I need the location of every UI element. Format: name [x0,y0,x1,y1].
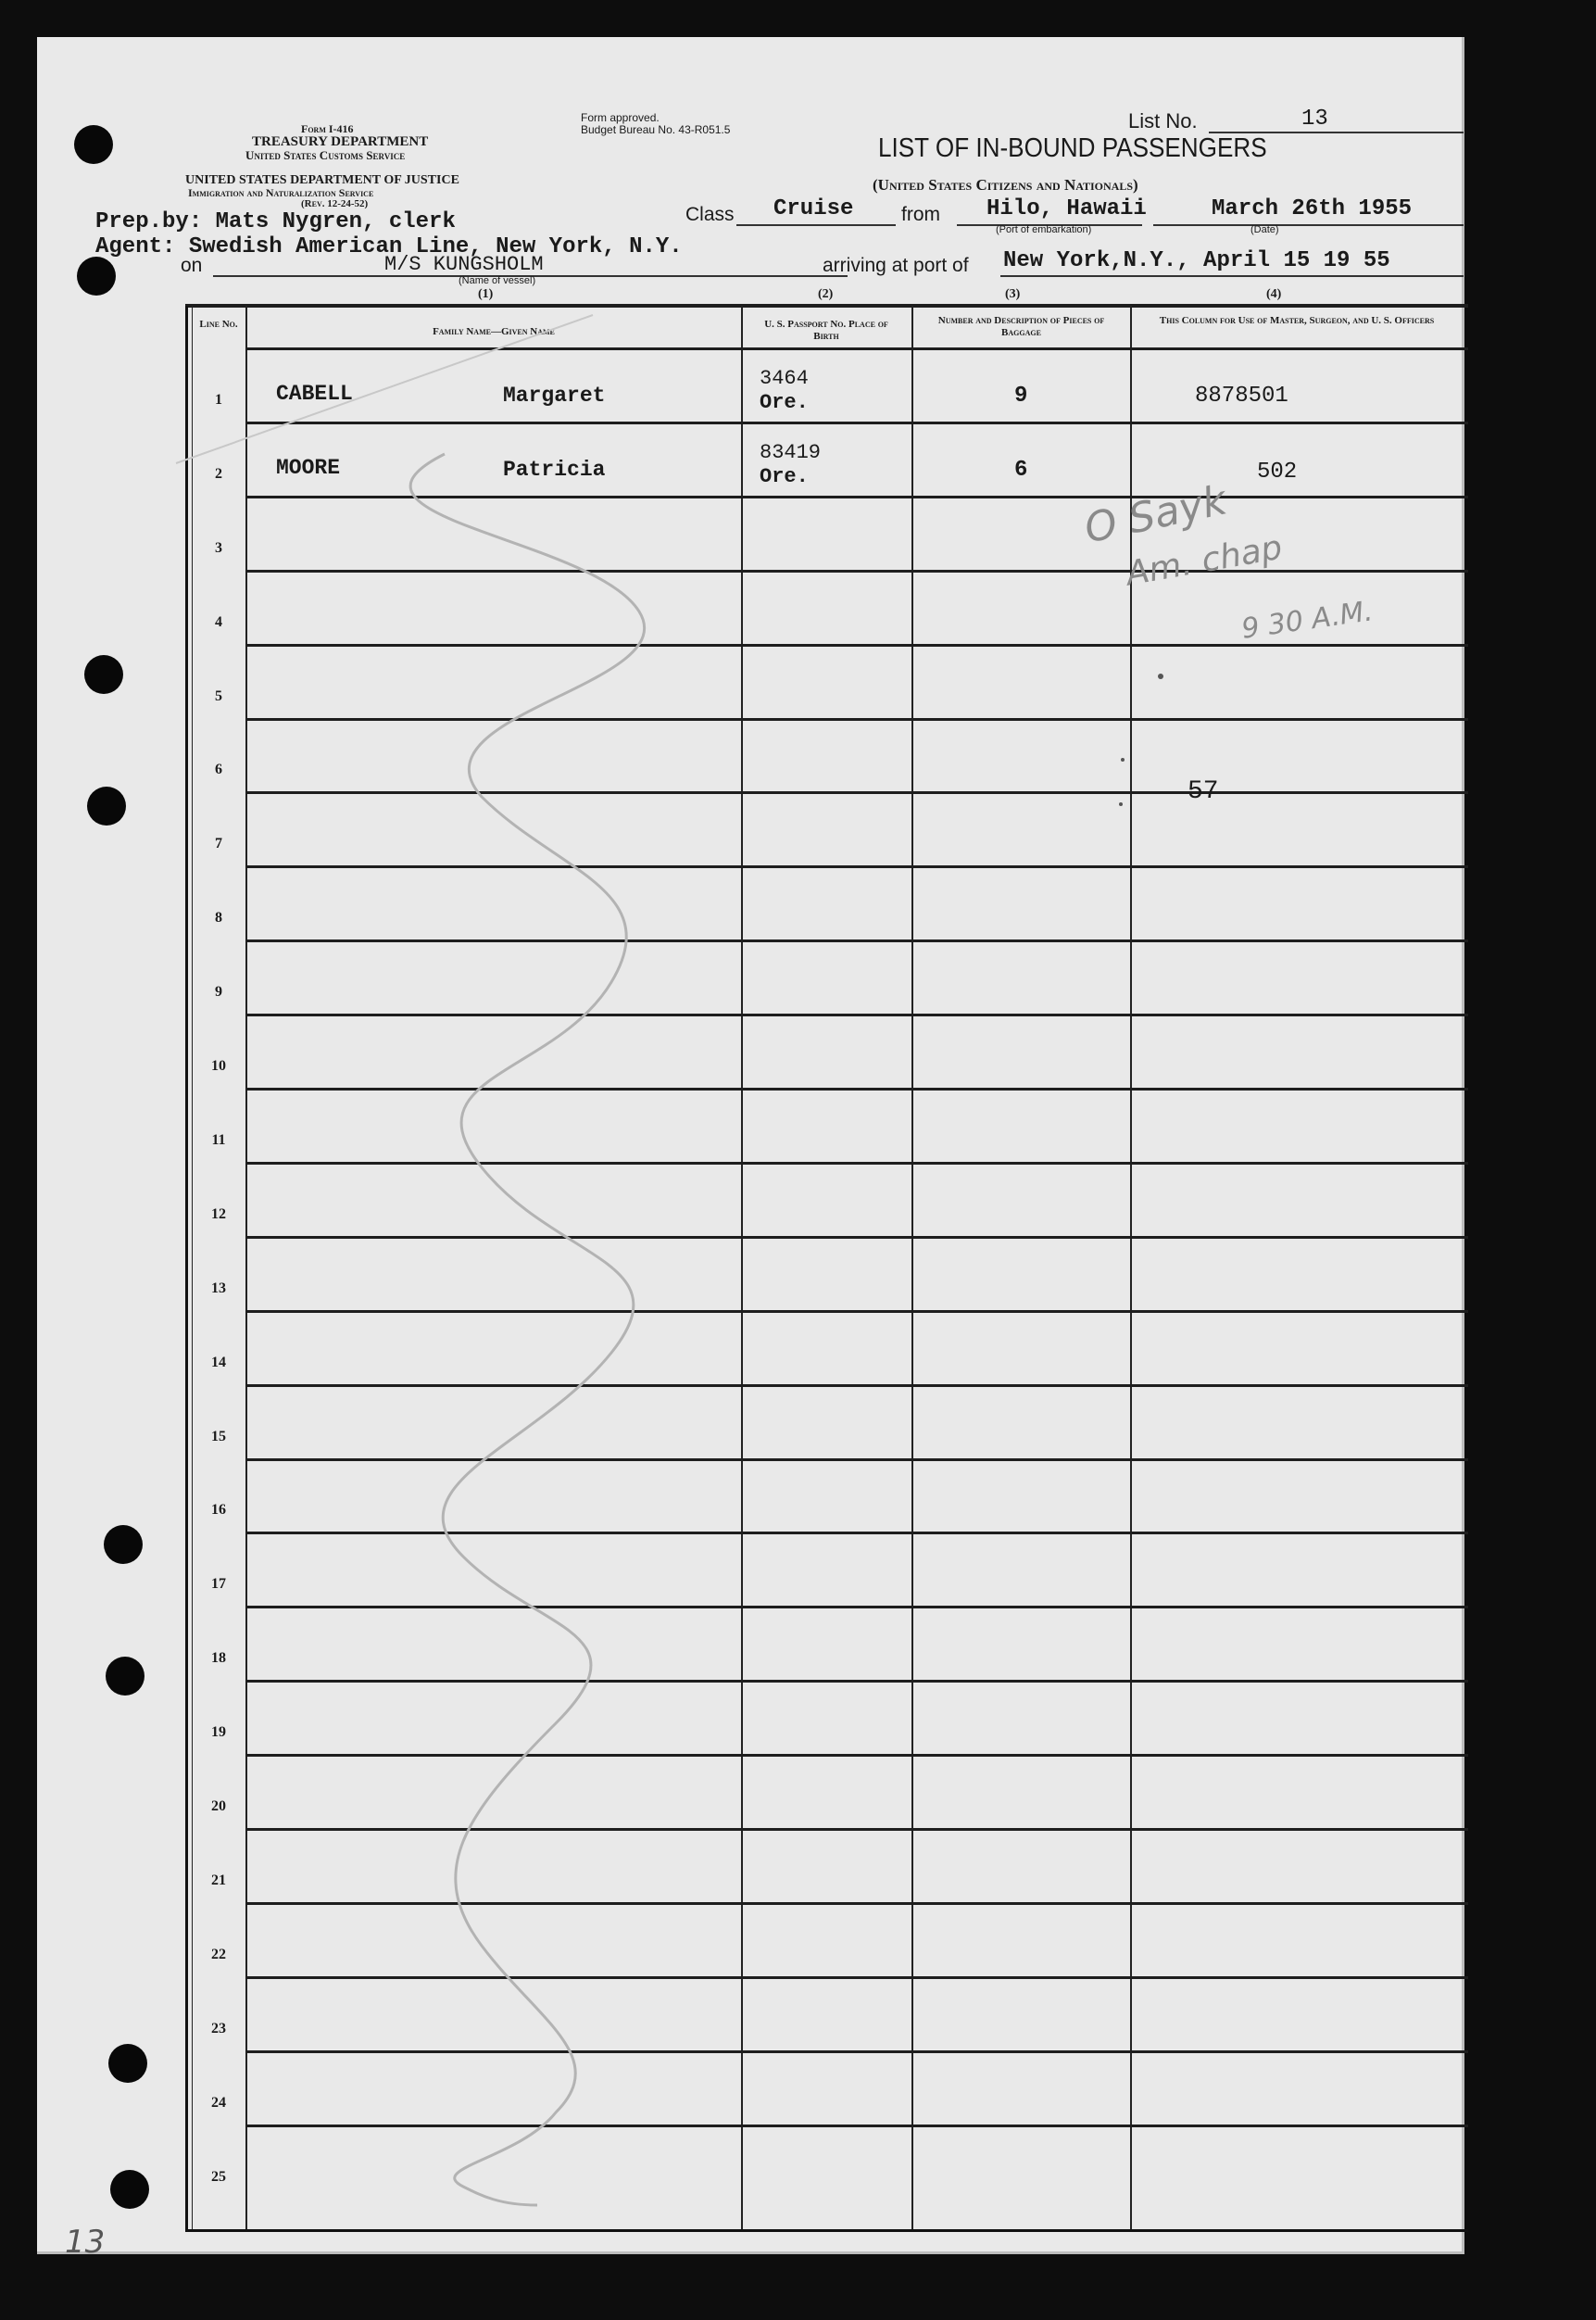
line-number: 4 [215,613,222,630]
form-number: Form I-416 [301,122,354,135]
arriving-label: arriving at port of [823,255,969,276]
row1-passport: 3464 [760,367,809,390]
line-number: 25 [211,2168,226,2185]
line-number: 22 [211,1946,226,1962]
ins-service: Immigration and Naturalization Service [188,186,374,199]
line-number: 16 [211,1502,226,1519]
arrival-value: New York,N.Y., April 15 19 55 [1003,248,1390,273]
punch-hole [74,125,113,164]
hand-note-3: 9 30 A.M. [1239,595,1376,646]
line-number: 1 [215,391,222,408]
page-title: LIST OF IN-BOUND PASSENGERS [878,133,1267,163]
punch-hole [77,257,116,296]
date-value: March 26th 1955 [1212,196,1413,221]
vessel-caption: (Name of vessel) [459,275,536,286]
row1-baggage: 9 [1014,384,1028,409]
on-label: on [181,255,203,276]
prep-by: Prep.by: Mats Nygren, clerk [95,209,456,234]
date-caption: (Date) [1250,224,1279,235]
row2-family: MOORE [276,456,341,480]
header-line-no: Line No. [199,319,238,330]
line-number: 15 [211,1428,226,1444]
col-num-2: (2) [818,287,834,301]
punch-hole [104,1525,143,1564]
document-page [37,37,1464,2261]
line-number: 8 [215,910,222,927]
line-number: 5 [215,687,222,704]
row1-family: CABELL [276,382,353,406]
row1-officer: 8878501 [1195,384,1288,409]
line-number: 17 [211,1576,226,1593]
line-number: 7 [215,836,222,852]
form-approved: Form approved. [581,111,660,124]
header-name: Family Name—Given Name [433,326,555,337]
hand-note-2: Am. chap [1123,528,1286,594]
agent: Agent: Swedish American Line, New York, N.Y. [95,234,683,259]
revision: (Rev. 12-24-52) [301,198,369,209]
header-officers: This Column for Use of Master, Surgeon, and U. S. Officers [1159,315,1435,326]
row2-passport: 83419 [760,441,822,464]
row2-baggage: 6 [1014,458,1028,483]
pencil-squiggle [37,37,1462,2251]
col-num-3: (3) [1005,287,1021,301]
line-number: 6 [215,762,222,778]
line-number: 9 [215,984,222,1001]
punch-hole [106,1657,145,1696]
justice-dept: UNITED STATES DEPARTMENT OF JUSTICE [185,173,459,187]
line-number: 21 [211,1872,226,1888]
row2-officer: 502 [1257,460,1298,485]
from-label: from [901,204,940,225]
line-number: 23 [211,2020,226,2036]
col-num-4: (4) [1266,287,1282,301]
punch-hole [84,655,123,694]
vessel-value: M/S KUNGSHOLM [384,253,544,276]
row2-birth: Ore. [760,465,809,488]
line-number: 13 [211,1280,226,1296]
treasury-dept: TREASURY DEPARTMENT [252,134,429,149]
class-label: Class [685,204,735,225]
punch-hole [108,2044,147,2083]
row1-given: Margaret [503,384,606,408]
hand-note-1: O Sayk [1080,476,1231,553]
from-value: Hilo, Hawaii [987,196,1147,221]
line-number: 12 [211,1205,226,1222]
port-embark-caption: (Port of embarkation) [996,224,1092,235]
line-number: 2 [215,465,222,482]
line-number: 24 [211,2094,226,2111]
number-57: 57 [1188,777,1219,806]
line-number: 3 [215,539,222,556]
line-number: 11 [211,1131,226,1148]
line-number: 10 [211,1058,226,1074]
customs-service: United States Customs Service [245,148,406,162]
line-number: 18 [211,1650,226,1667]
row1-birth: Ore. [760,391,809,414]
line-number: 14 [211,1354,226,1370]
page-subtitle: (United States Citizens and Nationals) [873,176,1138,194]
list-no-value: 13 [1301,107,1328,132]
line-number: 19 [211,1724,226,1741]
margin-number: 13 [65,2224,106,2261]
header-baggage: Number and Description of Pieces of Baggage [937,315,1105,338]
punch-hole [87,787,126,826]
budget-bureau: Budget Bureau No. 43-R051.5 [581,123,731,136]
col-num-1: (1) [478,287,494,301]
class-value: Cruise [773,196,854,221]
punch-hole [110,2170,149,2209]
header-passport: U. S. Passport No. Place of Birth [764,319,888,342]
list-no-label: List No. [1128,109,1198,132]
row2-given: Patricia [503,458,606,482]
line-number: 20 [211,1798,226,1814]
